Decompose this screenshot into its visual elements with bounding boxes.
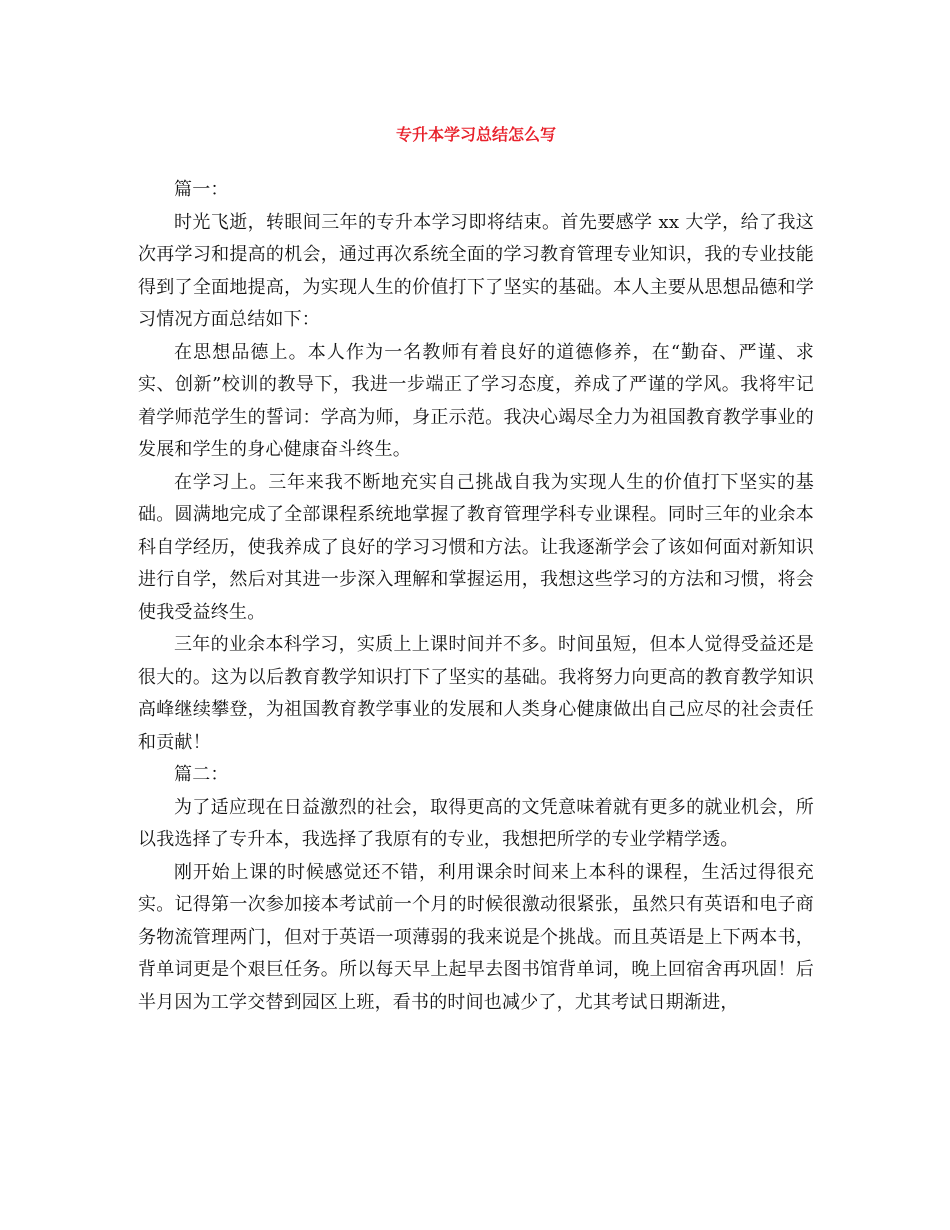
paragraph-study: 在学习上。三年来我不断地充实自己挑战自我为实现人生的价值打下坚实的基础。圆满地完成了全部课程系统地掌握了教育管理学科专业课程。同时三年的业余本科自学经历，使我养成了良好的学习习惯和方法。让我逐渐学会了该如何面对新知识进行自学，然后对其进一步深入理解和掌握运用，我想这些学习的方法和习惯，将会使我受益终生。 xyxy=(138,471,814,623)
section-heading-1: 篇一： xyxy=(174,179,229,200)
paragraph-intro: 时光飞逝，转眼间三年的专升本学习即将结束。首先要感学 xx 大学，给了我这次再学习和提高的机会，通过再次系统全面的学习教育管理专业知识，我的专业技能得到了全面地提高，为实现人生的价值打下了坚实的基础。本人主要从思想品德和学习情况方面总结如下： xyxy=(138,211,814,330)
paragraph-moral: 在思想品德上。本人作为一名教师有着良好的道德修养，在“勤奋、严谨、求实、创新”校训的教导下，我进一步端正了学习态度，养成了严谨的学风。我将牢记着学师范学生的誓词：学高为师，身正示范。我决心竭尽全力为祖国教育教学事业的发展和学生的身心健康奋斗终生。 xyxy=(138,341,814,460)
paragraph-reason: 为了适应现在日益激烈的社会，取得更高的文凭意味着就有更多的就业机会，所以我选择了专升本，我选择了我原有的专业，我想把所学的专业学精学透。 xyxy=(138,796,814,850)
paragraph-conclusion: 三年的业余本科学习，实质上上课时间并不多。时间虽短，但本人觉得受益还是很大的。这为以后教育教学知识打下了坚实的基础。我将努力向更高的教育教学知识高峰继续攀登，为祖国教育教学事业的发展和人类身心健康做出自己应尽的社会责任和贡献！ xyxy=(138,634,814,753)
section-heading-2: 篇二： xyxy=(174,764,229,785)
document-page xyxy=(138,120,814,1019)
paragraph-experience: 刚开始上课的时候感觉还不错，利用课余时间来上本科的课程，生活过得很充实。记得第一次参加接本考试前一个月的时候很激动很紧张，虽然只有英语和电子商务物流管理两门，但对于英语一项薄弱的我来说是个挑战。而且英语是上下两本书，背单词更是个艰巨任务。所以每天早上起早去图书馆背单词，晚上回宿舍再巩固！后半月因为工学交替到园区上班，看书的时间也减少了，尤其考试日期渐进， xyxy=(138,861,814,1013)
document-title: 专升本学习总结怎么写 xyxy=(395,125,556,144)
